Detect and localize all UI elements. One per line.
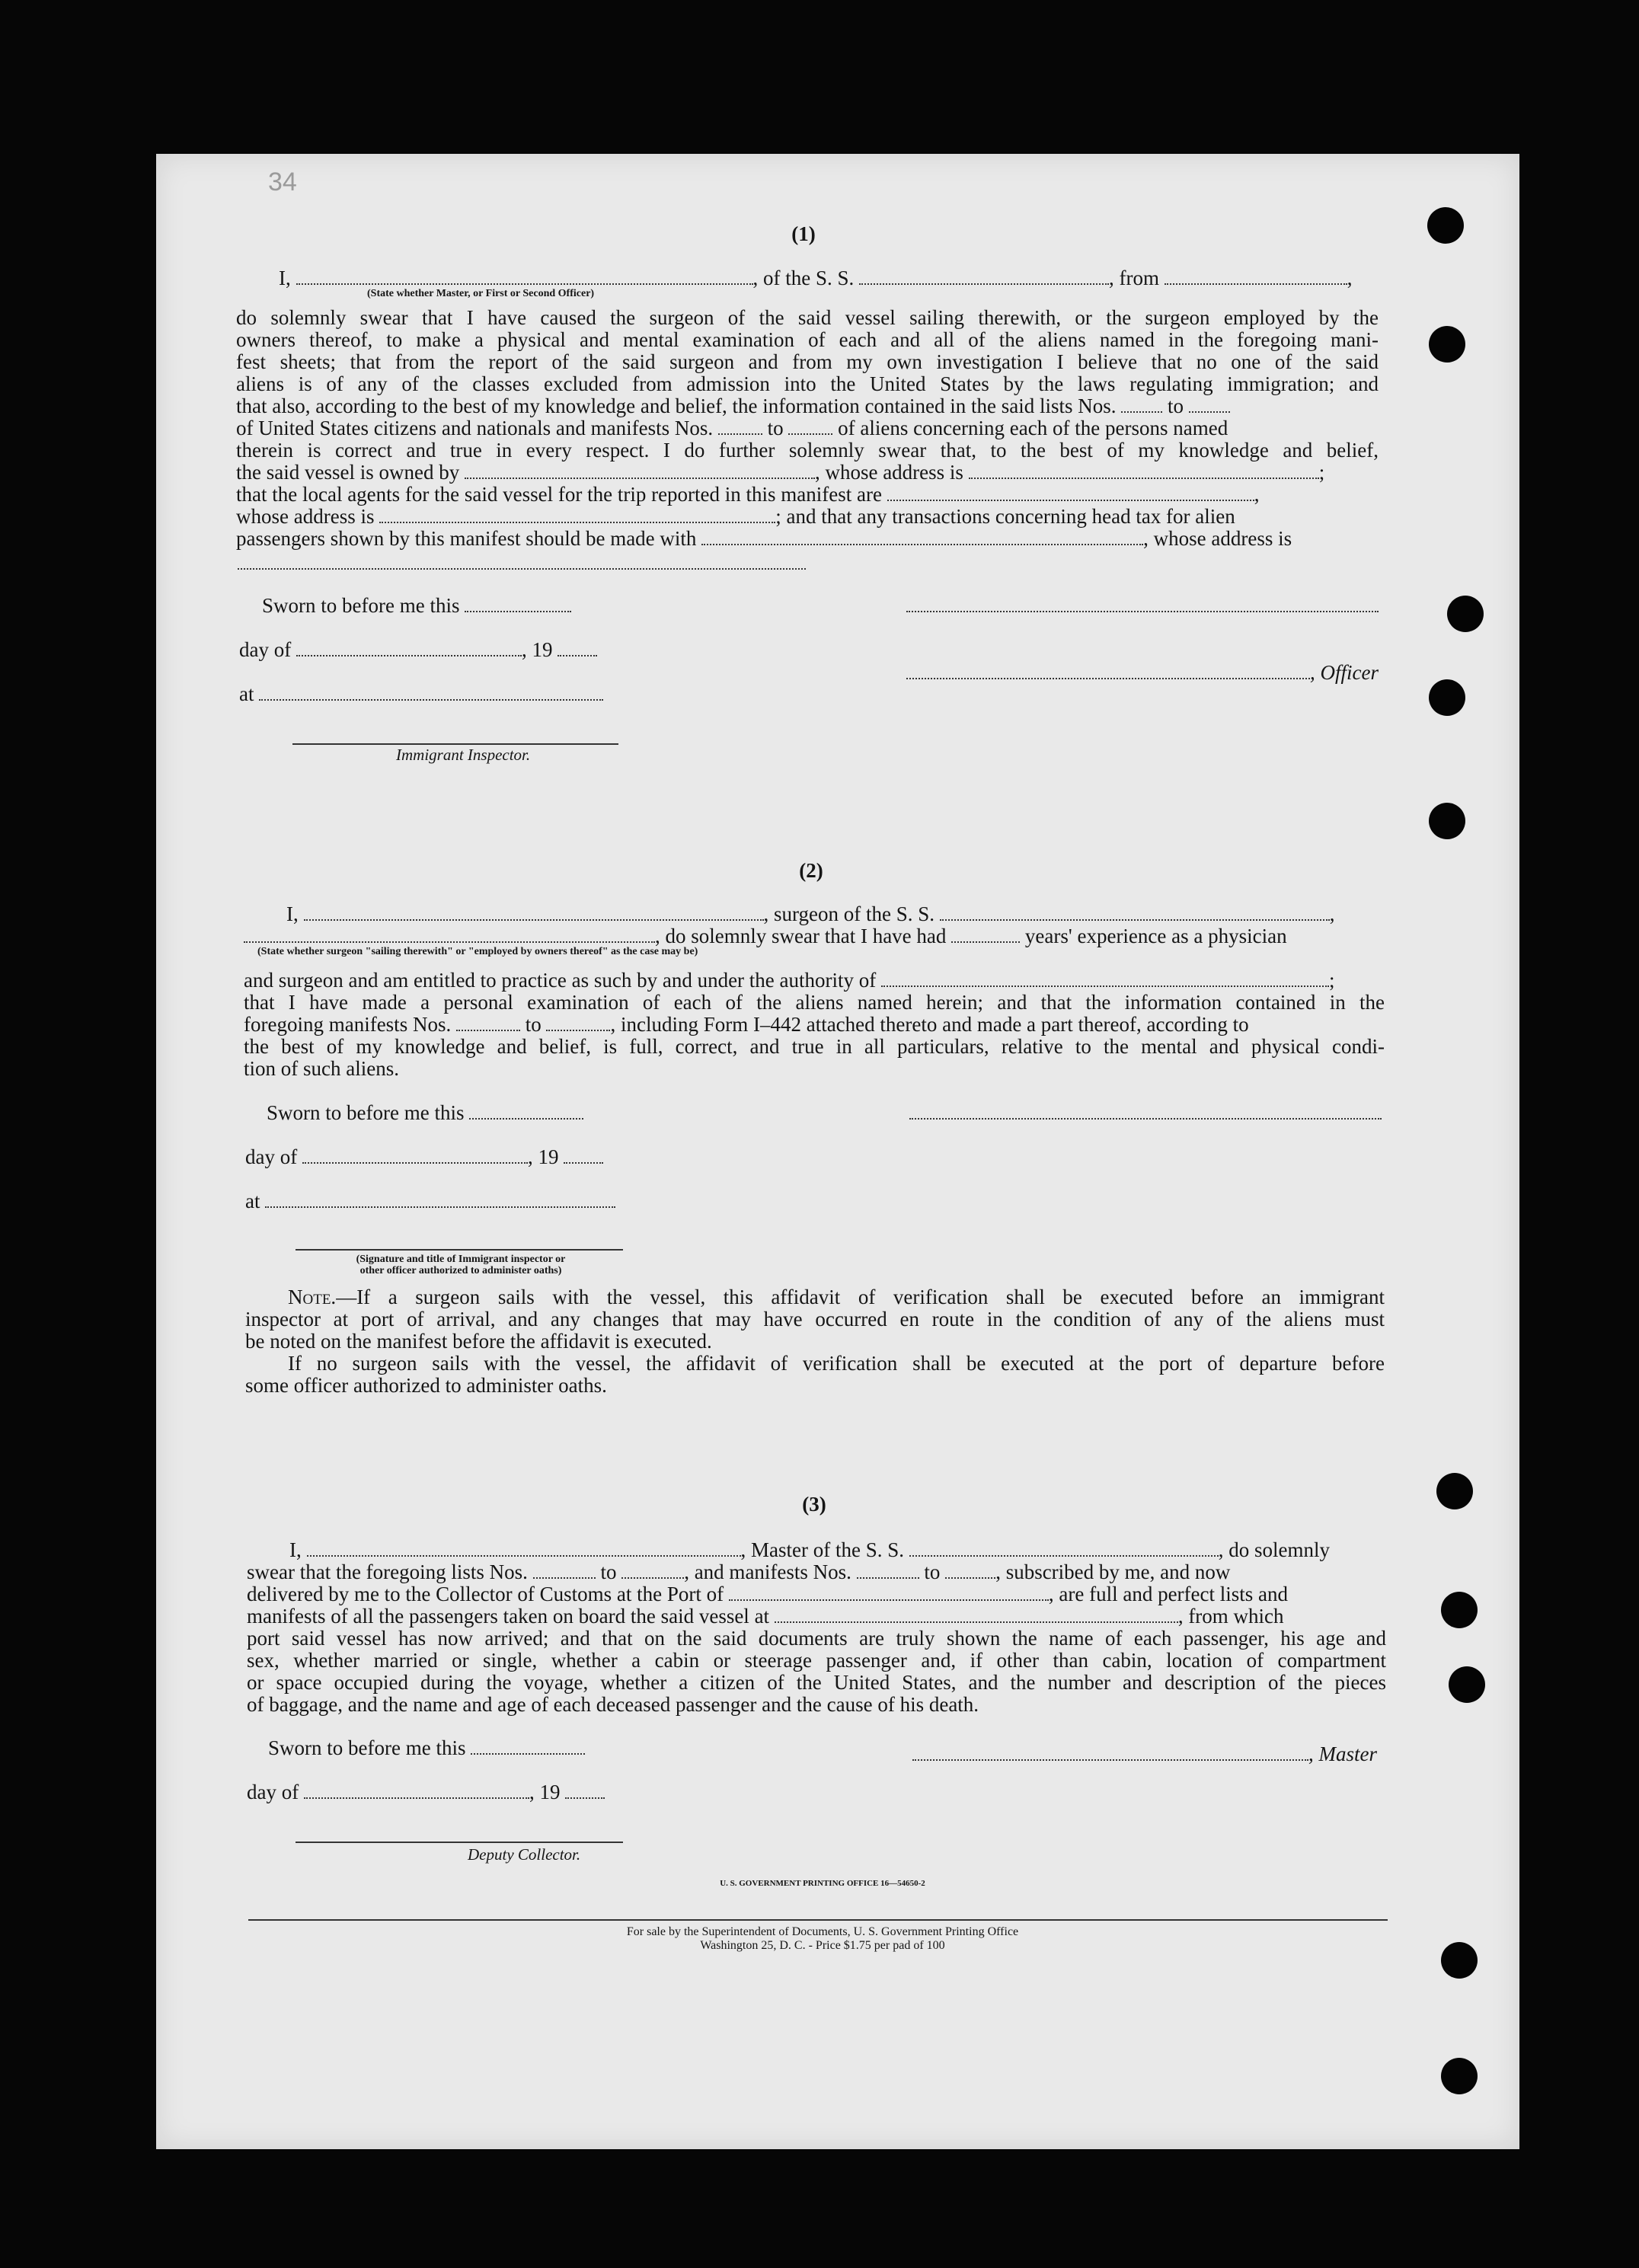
binder-hole [1447, 596, 1484, 632]
s1-text: , from [1109, 267, 1159, 289]
s2-para-line: the best of my knowledge and belief, is full, correct, and true in all particulars, relative to the mental and physical condi- [244, 1035, 1385, 1058]
s1-para-line: owners thereof, to make a physical and mental examination of each and all of the aliens named in the foregoing mani- [236, 328, 1379, 351]
s1-text: that also, according to the best of my knowledge and belief, the information contained in the said lists Nos. [236, 395, 1117, 417]
binder-hole [1441, 2058, 1478, 2094]
s1-para-line [236, 395, 1379, 417]
s2-text: , do solemnly swear that I have had [655, 925, 947, 947]
s1-text: , 19 [521, 638, 553, 661]
binder-hole [1436, 1473, 1473, 1509]
s3-day [247, 1781, 643, 1803]
s1-text: to [767, 417, 784, 439]
binder-hole [1441, 1592, 1478, 1628]
s3-text: , from which [1177, 1605, 1284, 1628]
surgeon-name-field[interactable] [304, 904, 764, 921]
s2-text: ; [1329, 969, 1335, 992]
s2-status-caption: (State whether surgeon "sailing therewith" or "employed by owners thereof" as the case may be) [257, 946, 698, 957]
lists-to-field[interactable] [1189, 396, 1230, 413]
s2-year-field[interactable] [564, 1147, 603, 1164]
s3-para-line: sex, whether married or single, whether a cabin or steerage passenger and, if other than cabin, location of compartment [247, 1649, 1386, 1672]
s1-para-line: aliens is of any of the classes excluded from admission into the United States by the laws regulating immigration; and [236, 372, 1379, 395]
s1-sworn [262, 594, 643, 617]
s3-text: , do solemnly [1218, 1538, 1330, 1561]
s3-sworn-date-field[interactable] [471, 1738, 585, 1755]
s2-note-line: some officer authorized to administer oaths. [245, 1374, 607, 1397]
s3-deputy-caption: Deputy Collector. [468, 1845, 581, 1864]
master-name-field[interactable] [307, 1540, 741, 1557]
s2-text: years' experience as a physician [1024, 925, 1287, 947]
s3-text: swear that the foregoing lists Nos. [247, 1560, 528, 1583]
s2-signature-caption-1: (Signature and title of Immigrant inspector or [356, 1254, 566, 1265]
s3-year-field[interactable] [565, 1782, 605, 1799]
s3-text: , subscribed by me, and now [995, 1560, 1231, 1583]
s1-text: , Officer [1310, 661, 1379, 684]
s3-para-line: of baggage, and the name and age of each deceased passenger and the cause of his death. [247, 1693, 979, 1716]
years-experience-field[interactable] [951, 926, 1020, 943]
s1-para-line [236, 417, 1379, 439]
s1-text: I, [279, 267, 291, 289]
s3-master [912, 1743, 1385, 1765]
s1-inspector-caption: Immigrant Inspector. [396, 746, 531, 764]
surgeon-status-field[interactable] [244, 926, 655, 943]
s3-para-line [247, 1560, 1389, 1583]
s1-text: , of the S. S. [752, 267, 855, 289]
s1-para-line: do solemnly swear that I have caused the surgeon of the said vessel sailing therewith, or the surgeon employed by the [236, 306, 1379, 329]
s2-line-2 [244, 925, 1386, 947]
owner-field[interactable] [465, 462, 815, 479]
s1-para-line: therein is correct and true in every respect. I do further solemnly swear that, to the best of my knowledge and belief, [236, 439, 1379, 462]
s2-text: to [525, 1013, 542, 1036]
s1-text: at [239, 682, 254, 705]
s1-place-field[interactable] [259, 684, 603, 701]
s1-text: ; [1318, 461, 1325, 484]
binder-hole [1429, 803, 1465, 839]
s1-text: whose address is [236, 505, 375, 528]
s1-officer [906, 661, 1379, 684]
s3-text: to [600, 1560, 617, 1583]
ship-name-field[interactable] [859, 268, 1109, 285]
s3-sworn [268, 1736, 649, 1759]
binder-hole [1427, 207, 1464, 244]
s2-text: , [1329, 902, 1335, 925]
embarkation-port-field[interactable] [775, 1606, 1178, 1623]
s2-note-line [245, 1352, 1385, 1375]
s3-text: delivered by me to the Collector of Customs at the Port of [247, 1583, 724, 1605]
s1-line-1: I, , of the S. S. , from , [279, 267, 1353, 289]
s2-para-line [244, 969, 1386, 992]
s3-text: , 19 [529, 1781, 561, 1803]
s2-signature-caption-2: other officer authorized to administer oaths) [359, 1265, 562, 1276]
owner-address-field[interactable] [969, 462, 1319, 479]
manifests-from-field[interactable] [718, 418, 762, 435]
s3-master-signature-field[interactable] [912, 1744, 1308, 1761]
s3-manifests-from-field[interactable] [857, 1562, 919, 1579]
s2-text: foregoing manifests Nos. [244, 1013, 452, 1036]
head-tax-contact-field[interactable] [701, 529, 1143, 545]
corner-mark: 34 [268, 168, 297, 196]
binder-hole [1449, 1666, 1485, 1703]
local-agents-field[interactable] [887, 484, 1254, 501]
s2-officer-signature-line[interactable] [296, 1249, 623, 1251]
s3-line-1 [289, 1538, 1386, 1561]
s2-sworn [267, 1101, 647, 1124]
head-tax-address-field[interactable] [238, 568, 806, 570]
s2-text: , 19 [527, 1145, 559, 1168]
s3-day-field[interactable] [304, 1782, 529, 1799]
s1-text: ; and that any transactions concerning head tax for alien [775, 505, 1235, 528]
s1-text: of aliens concerning each of the persons named [838, 417, 1228, 439]
s2-para-line: that I have made a personal examination of each of the aliens named herein; and that the information contained in the [244, 991, 1385, 1014]
binder-hole [1429, 679, 1465, 716]
s1-text: to [1167, 395, 1184, 417]
s2-text: at [245, 1190, 260, 1212]
s3-lists-to-field[interactable] [621, 1562, 684, 1579]
s2-text: I, [286, 902, 299, 925]
s1-text: of United States citizens and nationals and manifests Nos. [236, 417, 714, 439]
section-1-number: (1) [791, 222, 816, 245]
s2-line-1 [286, 902, 1383, 925]
s3-text: Sworn to before me this [268, 1736, 466, 1759]
s1-para-line [236, 461, 1379, 484]
s3-text: , Master of the S. S. [740, 1538, 904, 1561]
s1-text: Sworn to before me this [262, 594, 460, 617]
officer-rank-field[interactable] [296, 268, 753, 285]
s3-text: day of [247, 1781, 299, 1803]
s2-place-field[interactable] [265, 1191, 615, 1208]
lists-from-field[interactable] [1121, 396, 1162, 413]
s1-officer-field[interactable] [906, 663, 1310, 679]
s2-ship-field[interactable] [940, 904, 1330, 921]
s3-text: , are full and perfect lists and [1048, 1583, 1289, 1605]
note-label: Note. [288, 1286, 337, 1308]
s1-para-line [236, 505, 1379, 528]
section-3-number: (3) [802, 1493, 826, 1516]
s1-text: , whose address is [814, 461, 963, 484]
sale-notice-2: Washington 25, D. C. - Price $1.75 per pad of 100 [700, 1939, 945, 1952]
licensing-authority-field[interactable] [881, 970, 1329, 987]
s1-at [239, 682, 635, 705]
s1-day-field[interactable] [296, 640, 522, 656]
printer-imprint: U. S. GOVERNMENT PRINTING OFFICE 16—54650-2 [720, 1879, 925, 1888]
s1-text: , whose address is [1143, 527, 1292, 550]
binder-hole [1441, 1942, 1478, 1979]
s2-day [245, 1145, 641, 1168]
s3-para-line: port said vessel has now arrived; and that on the said documents are truly shown the name of each passenger, his age and [247, 1627, 1386, 1650]
s2-text: Sworn to before me this [267, 1101, 465, 1124]
s2-manifests-from-field[interactable] [456, 1014, 520, 1031]
agents-address-field[interactable] [379, 506, 775, 523]
s1-text: that the local agents for the said vessel for the trip reported in this manifest are [236, 483, 882, 506]
s3-para-line [247, 1605, 1389, 1628]
s1-signature-field[interactable] [906, 611, 1379, 612]
manifests-to-field[interactable] [788, 418, 832, 435]
s1-text: passengers shown by this manifest should be made with [236, 527, 697, 550]
s2-sworn-date-field[interactable] [469, 1103, 583, 1120]
s3-lists-from-field[interactable] [533, 1562, 596, 1579]
origin-port-field[interactable] [1165, 268, 1347, 285]
s1-rank-caption: (State whether Master, or First or Second Officer) [367, 288, 595, 299]
s3-text: to [924, 1560, 941, 1583]
s2-signature-field[interactable] [909, 1118, 1382, 1120]
sale-notice-1: For sale by the Superintendent of Documents, U. S. Government Printing Office [626, 1925, 1019, 1938]
s3-para-line [247, 1583, 1389, 1605]
s2-note-line: be noted on the manifest before the affidavit is executed. [245, 1330, 712, 1353]
s3-text: manifests of all the passengers taken on board the said vessel at [247, 1605, 770, 1628]
s1-day [239, 638, 635, 661]
s2-at [245, 1190, 641, 1212]
s2-text: If no surgeon sails with the vessel, the affidavit of verification shall be executed at the port of departure before [288, 1352, 1385, 1375]
s1-para-line: that the local agents for the said vessel for the trip reported in this manifest are , [236, 483, 1260, 506]
s2-text: and surgeon and am entitled to practice as such by and under the authority of [244, 969, 877, 992]
s2-para-line [244, 1013, 1386, 1036]
s1-text: day of [239, 638, 292, 661]
s2-note-line [245, 1286, 1385, 1308]
s3-text: , Master [1308, 1743, 1377, 1765]
s2-text: —If a surgeon sails with the vessel, this affidavit of verification shall be executed before an immigrant [336, 1286, 1385, 1308]
s1-year-field[interactable] [558, 640, 597, 656]
footer-rule [248, 1919, 1388, 1921]
s2-para-line: tion of such aliens. [244, 1057, 399, 1080]
binder-hole [1429, 326, 1465, 363]
s2-text: , surgeon of the S. S. [763, 902, 935, 925]
s3-text: I, [289, 1538, 302, 1561]
s1-para-line: fest sheets; that from the report of the said surgeon and from my own investigation I believe that no one of the said [236, 350, 1379, 373]
s3-ship-field[interactable] [909, 1540, 1219, 1557]
s3-para-line: or space occupied during the voyage, whether a citizen of the United States, and the number and description of the pieces [247, 1671, 1386, 1694]
section-2-number: (2) [799, 859, 823, 882]
customs-port-field[interactable] [729, 1584, 1049, 1601]
s1-inspector-line[interactable] [292, 743, 618, 745]
s2-text: , including Form I–442 attached thereto and made a part thereof, according to [610, 1013, 1249, 1036]
s2-manifests-to-field[interactable] [546, 1014, 610, 1031]
s1-text: the said vessel is owned by [236, 461, 460, 484]
s3-manifests-to-field[interactable] [945, 1562, 995, 1579]
s1-sworn-date-field[interactable] [465, 596, 571, 612]
s1-para-line [236, 527, 1379, 550]
s3-text: , and manifests Nos. [684, 1560, 851, 1583]
s2-text: day of [245, 1145, 298, 1168]
s2-note-line: inspector at port of arrival, and any changes that may have occurred en route in the condition of any of the aliens must [245, 1308, 1385, 1330]
s2-day-field[interactable] [302, 1147, 528, 1164]
